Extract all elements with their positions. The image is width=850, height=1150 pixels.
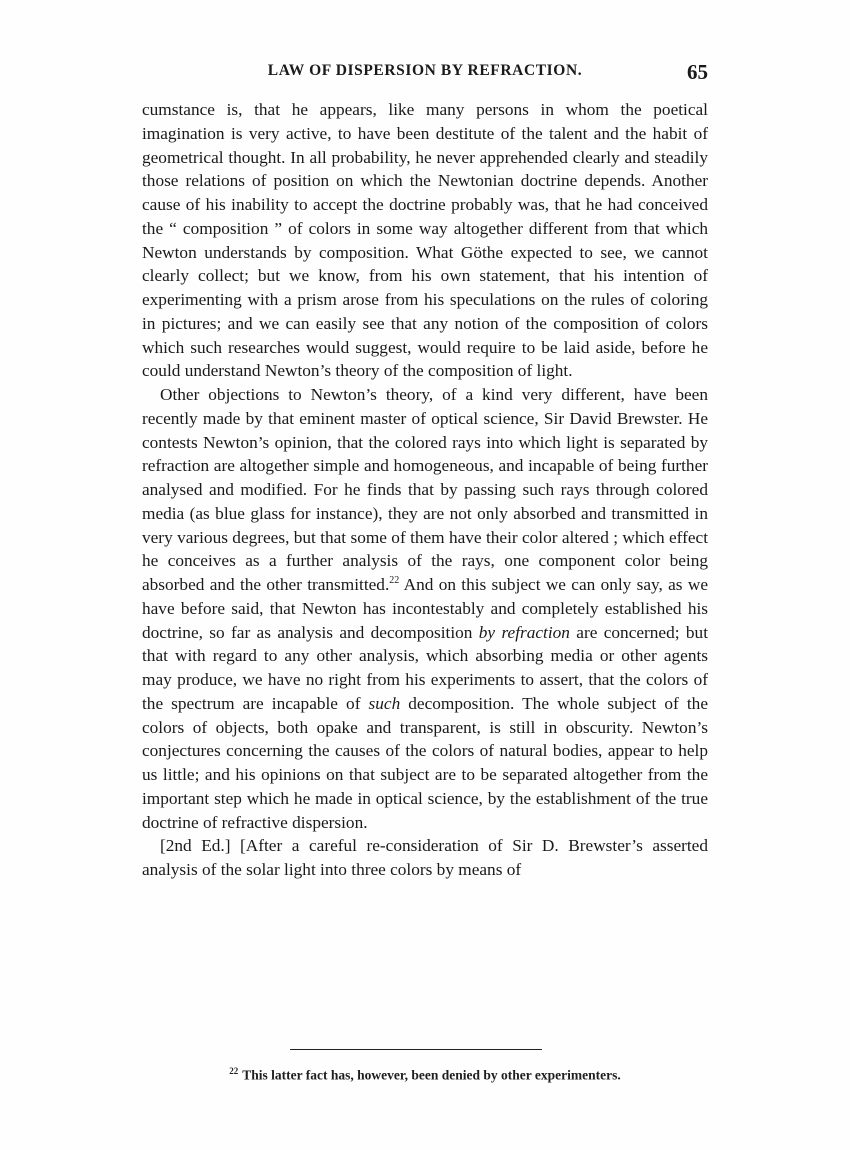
italic-phrase: such: [368, 693, 401, 713]
paragraph-text: are concerned; but that with regard to any other analysis, which absorbing media or other agents may produce, we have no right from his experiments to assert, that the colors of the spectrum are incapable of: [142, 622, 708, 713]
paragraph-text: And on this subject we can only say, as we have before said, that Newton has incontestably and completely established his doctrine, so far as analysis and decomposition: [142, 575, 708, 642]
footnote: [142, 1066, 708, 1084]
footnote-text: This latter fact has, however, been denied by other experimenters.: [242, 1067, 621, 1083]
paragraph-text: Other objections to Newton’s theory, of a kind very different, have been recently made by that eminent master of optical science, Sir David Brewster. He contests Newton’s opinion, that the colored rays into which light is separated by refraction are altogether simple and homogeneous, and incapable of being further analysed and modified. For he finds that by passing such rays through colored media (as blue glass for instance), they are not only absorbed and transmitted in very various degrees, but that some of them have their color altered ; which effect he conceives as a further analysis of the rays, one component color being absorbed and the other transmitted.: [142, 385, 708, 594]
body-text: [142, 98, 708, 882]
footnote-mark: 22: [229, 1066, 239, 1076]
paragraph-brewster: [142, 383, 708, 834]
footnote-divider: [290, 1049, 542, 1050]
running-head: [142, 60, 708, 88]
paragraph-text: decomposition. The whole subject of the colors of objects, both opake and transparent, is still in obscurity. Newton’s conjectures concerning the causes of the colors of natural bodies, appear to help us little; and his opinions on that subject are to be separated altogether from the important step which he made in optical science, by the establishment of the true doctrine of refractive dispersion.: [142, 693, 708, 832]
page-number: 65: [687, 60, 708, 84]
footnote-reference[interactable]: 22: [389, 575, 400, 587]
running-title: LAW OF DISPERSION BY REFRACTION.: [267, 62, 583, 79]
paragraph-second-edition: [2nd Ed.] [After a careful re-consideration of Sir D. Brewster’s asserted analysis of the solar light into three colors by means of: [142, 836, 708, 879]
paragraph-continuation: cumstance is, that he appears, like many persons in whom the poetical imagination is very active, to have been destitute of the talent and the habit of geometrical thought. In all probability, he never apprehended clearly and steadily those relations of position on which the Newtonian doctrine depends. Another cause of his inability to accept the doctrine probably was, that he had conceived the “ composition ” of colors in some way altogether different from that which Newton understands by composition. What Göthe expected to see, we cannot clearly collect; but we know, from his own statement, that his intention of experimenting with a prism arose from his speculations on the rules of coloring in pictures; and we can easily see that any notion of the composition of colors which such researches would suggest, would require to be laid aside, before he could understand Newton’s theory of the composition of light.: [142, 100, 708, 381]
italic-phrase: by refraction: [478, 622, 570, 642]
